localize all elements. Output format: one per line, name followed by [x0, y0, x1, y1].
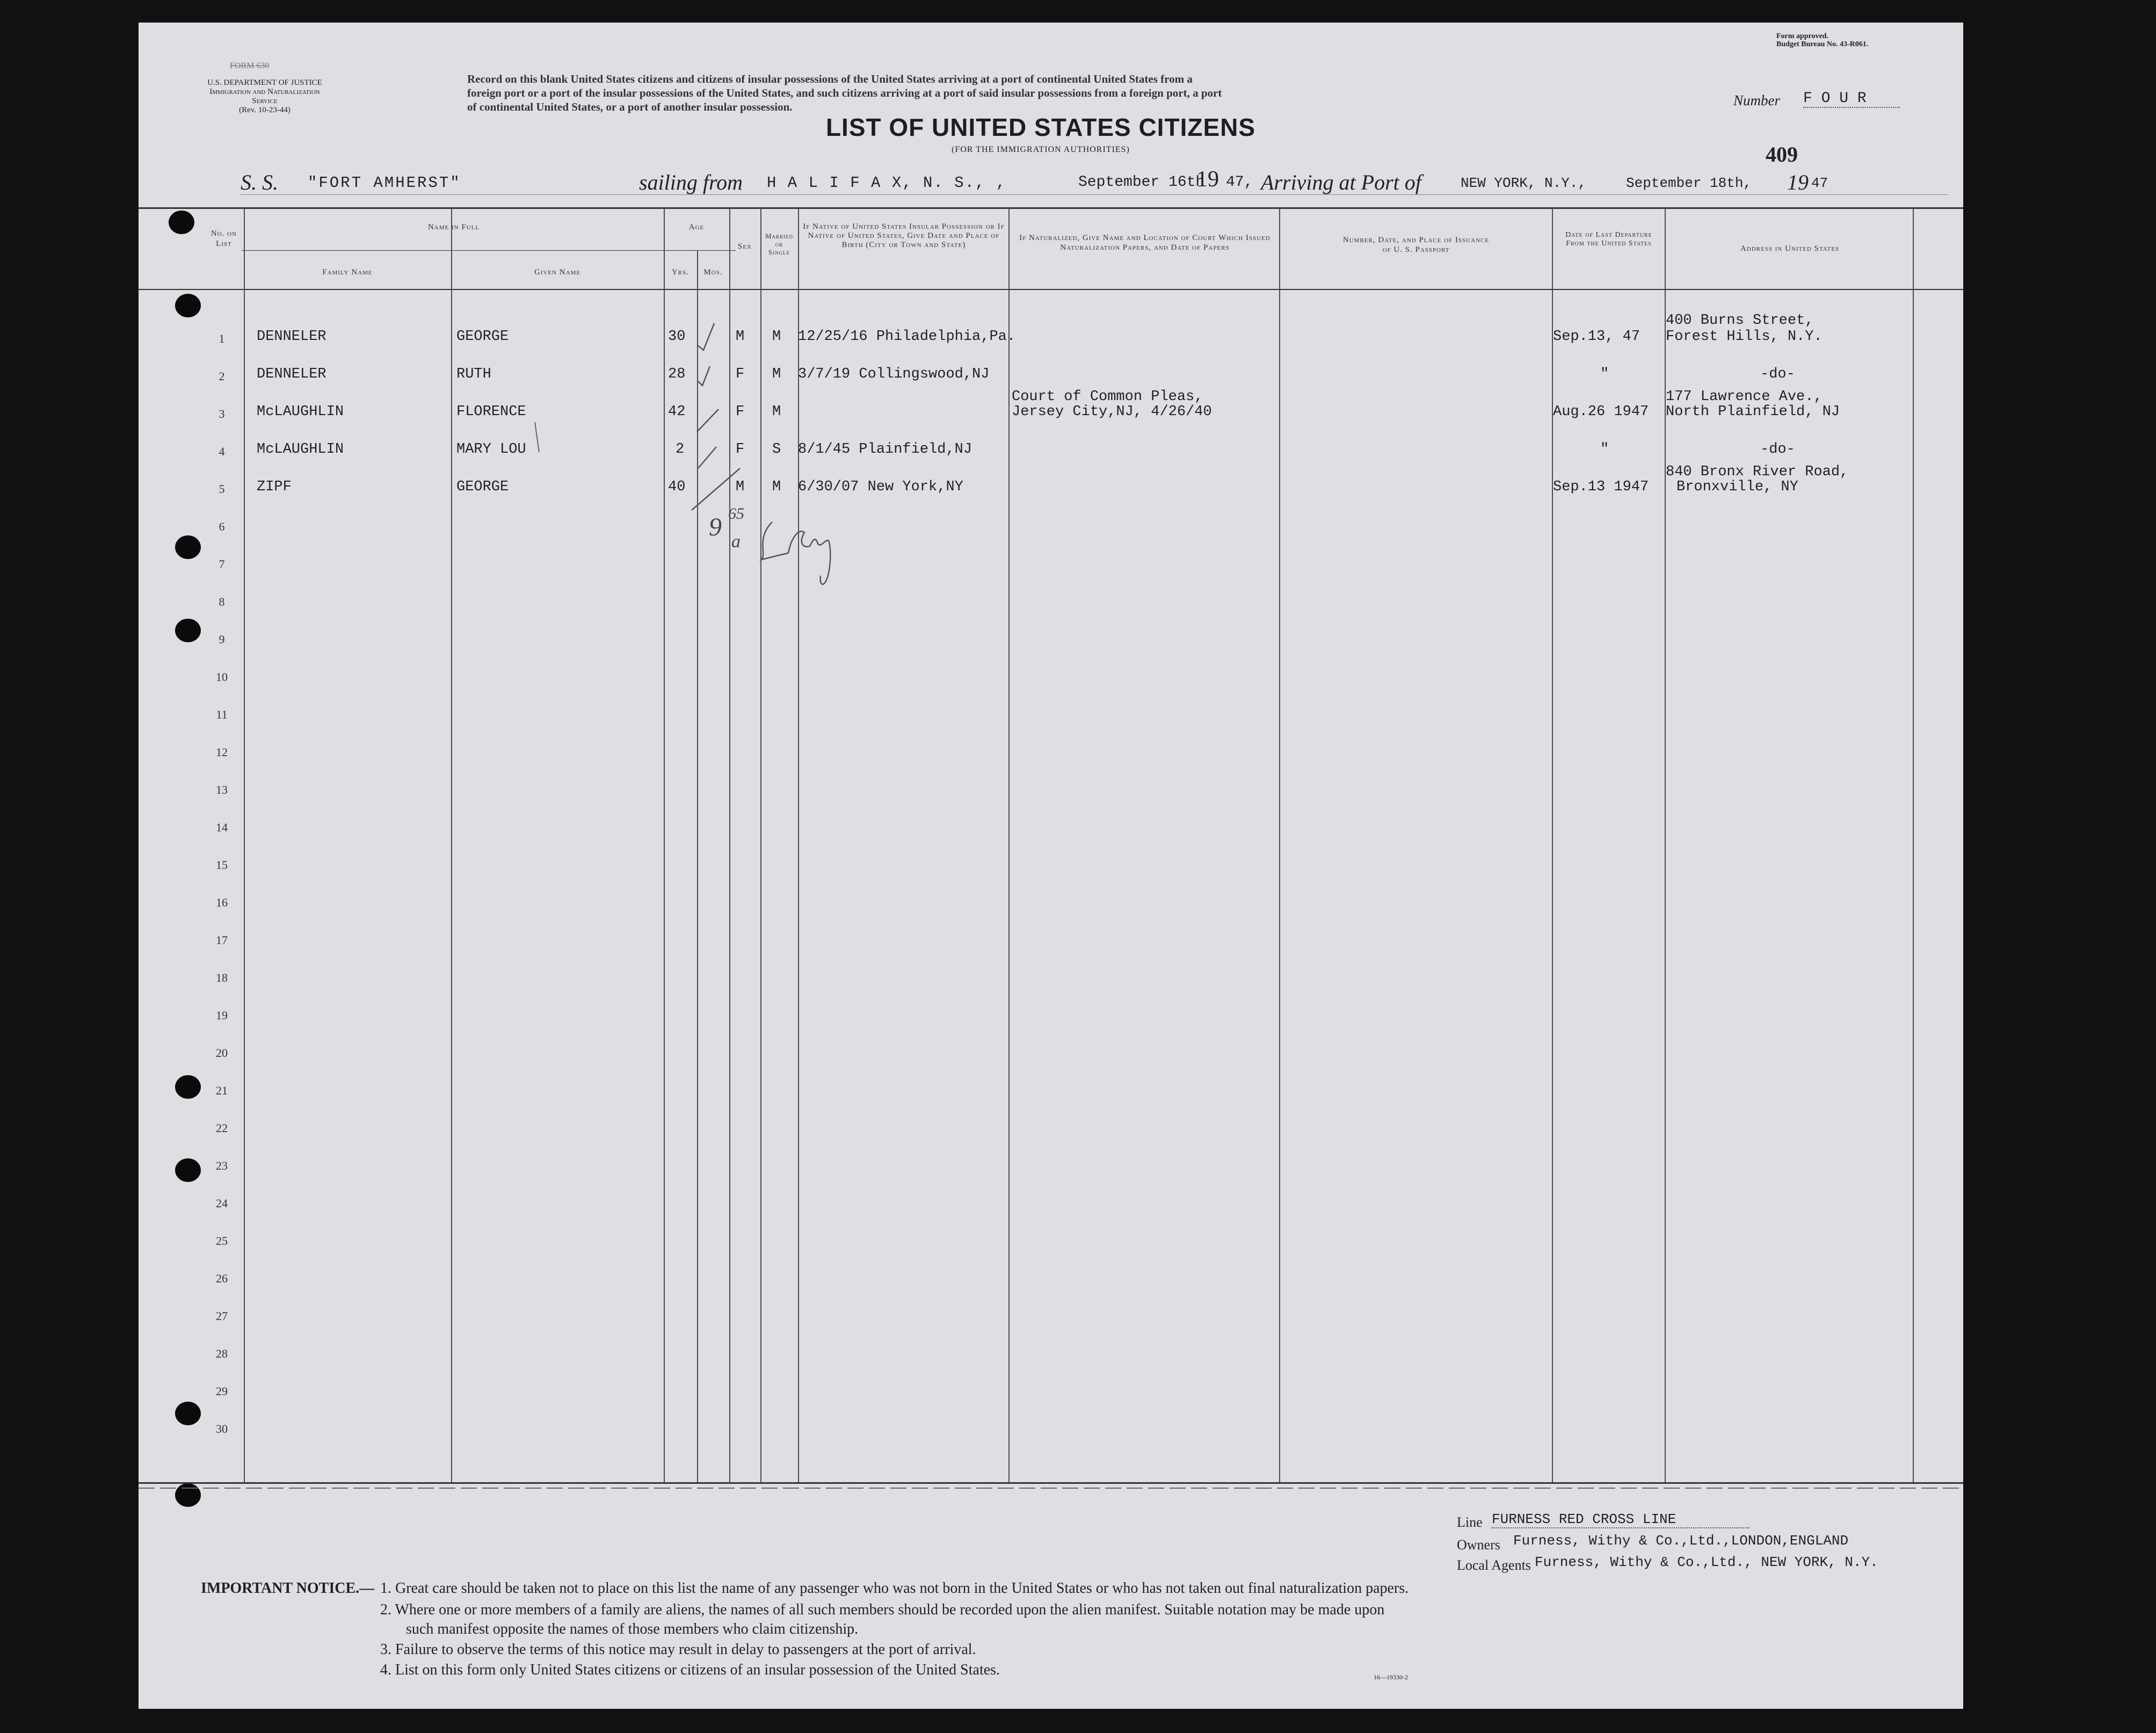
sail-year: 47,: [1226, 174, 1253, 191]
record-line: foreign port or a port of the insular possessions of the United States, and such citizens arriving at a port of said insular possessions from a foreign port, a port: [467, 86, 1222, 99]
notice-item: 1. Great care should be taken not to place on this list the name of any passenger who was not born in the United States or who has not taken out final naturalization papers.: [380, 1580, 1409, 1597]
ship-name: "FORT AMHERST": [308, 174, 461, 192]
given-name-cell: FLORENCE: [456, 404, 526, 420]
check-marks-icon: [686, 313, 772, 527]
row-number: 23: [216, 1159, 228, 1172]
sex-cell: F: [736, 366, 745, 382]
row-number: 7: [219, 557, 225, 571]
header-last-departure: Date of Last Departure From the United States: [1565, 231, 1652, 248]
row-number: 22: [216, 1121, 228, 1135]
birth-cell: 6/30/07 New York,NY: [798, 479, 963, 495]
record-line: Record on this blank United States citizens and citizens of insular possessions of the United States arriving at a port of continental United States from a: [467, 72, 1193, 85]
annotation-fraction-top: 65: [728, 505, 744, 523]
naturalization-cell: Jersey City,NJ, 4/26/40: [1012, 404, 1212, 420]
punch-hole: [169, 211, 194, 234]
arrival-date: September 18th,: [1626, 175, 1752, 191]
owners-value: Furness, Withy & Co.,Ltd.,LONDON,ENGLAND: [1513, 1533, 1849, 1549]
given-name-cell: RUTH: [456, 366, 491, 382]
notice-item: 4. List on this form only United States citizens or citizens of an insular possession of the United States.: [380, 1662, 1000, 1678]
column-divider: [798, 208, 799, 1482]
address-cell: Bronxville, NY: [1676, 479, 1798, 495]
departure-cell: Aug.26 1947: [1553, 404, 1649, 420]
row-number: 3: [219, 407, 225, 420]
header-married-or-single: Married or Single: [765, 232, 794, 256]
departure-cell: Sep.13, 47: [1553, 329, 1640, 345]
owners-label: Owners: [1457, 1537, 1500, 1553]
header-given-name: Given Name: [534, 268, 581, 277]
punch-hole: [175, 619, 201, 642]
sex-cell: F: [736, 404, 745, 420]
table-top-rule: [139, 207, 1963, 209]
department-block: [198, 78, 332, 115]
marital-cell: S: [772, 441, 781, 458]
row-number: 28: [216, 1347, 228, 1360]
name-subheader-rule: [242, 250, 676, 251]
row-number: 17: [216, 933, 228, 947]
row-number: 25: [216, 1234, 228, 1248]
column-divider: [1552, 208, 1553, 1482]
row-number: 19: [216, 1009, 228, 1022]
signature-icon: [751, 517, 847, 597]
ss-label: S. S.: [241, 170, 278, 194]
age-cell: 42: [668, 404, 686, 420]
column-divider: [244, 208, 245, 1482]
row-number: 2: [219, 369, 225, 383]
row-number: 4: [219, 445, 225, 458]
department-line: Immigration and Naturalization Service: [209, 88, 320, 105]
age-cell: 2: [676, 441, 685, 458]
punch-hole: [175, 294, 201, 317]
row-number: 13: [216, 783, 228, 796]
age-cell: 28: [668, 366, 686, 382]
row-number: 8: [219, 595, 225, 608]
department-line: U.S. DEPARTMENT OF JUSTICE: [207, 78, 322, 87]
header-age: Age: [688, 223, 705, 231]
address-cell: North Plainfield, NJ: [1666, 404, 1840, 420]
notice-heading: IMPORTANT NOTICE.—: [201, 1580, 375, 1597]
column-divider: [1008, 208, 1010, 1482]
column-divider: [1913, 208, 1914, 1482]
birth-cell: 3/7/19 Collingswood,NJ: [798, 366, 990, 382]
birth-cell: 12/25/16 Philadelphia,Pa.: [798, 329, 1016, 345]
punch-hole: [175, 1158, 201, 1182]
row-number: 6: [219, 520, 225, 533]
birth-cell: 8/1/45 Plainfield,NJ: [798, 441, 972, 458]
record-line: of continental United States, or a port of another insular possession.: [467, 100, 793, 113]
row-number: 30: [216, 1422, 228, 1435]
row-number: 21: [216, 1084, 228, 1097]
given-name-cell: MARY LOU: [456, 441, 526, 458]
header-no-on-list: No. on List: [210, 229, 237, 248]
row-number: 16: [216, 896, 228, 909]
header-address: Address in United States: [1740, 244, 1840, 253]
address-cell: Forest Hills, N.Y.: [1666, 329, 1823, 345]
address-cell: 400 Burns Street,: [1666, 313, 1814, 329]
row-number: 5: [219, 482, 225, 496]
column-divider: [664, 208, 665, 1482]
row-number: 10: [216, 670, 228, 684]
marital-cell: M: [772, 366, 781, 382]
sex-cell: M: [736, 329, 745, 345]
column-divider: [1279, 208, 1280, 1482]
departure-cell: ": [1600, 441, 1609, 458]
line-label: Line: [1457, 1514, 1483, 1530]
sheet-number: 409: [1766, 142, 1798, 166]
form-stamp: FORM 630: [230, 61, 270, 70]
punch-hole: [175, 1075, 201, 1099]
punch-hole: [175, 1402, 201, 1425]
row-number: 11: [216, 708, 228, 721]
address-cell: 177 Lawrence Ave.,: [1666, 389, 1823, 405]
header-naturalized: If Naturalized, Give Name and Location of Court Which Issued Naturalization Papers, and Date of Papers: [1019, 234, 1271, 252]
sex-cell: M: [736, 479, 745, 495]
voyage-underline: [241, 194, 1948, 195]
header-passport: Number, Date, and Place of Issuance of U. S. Passport: [1342, 236, 1490, 254]
family-name-cell: DENNELER: [257, 366, 326, 382]
age-cell: 30: [668, 329, 686, 345]
arrival-year-prefix: 19: [1787, 170, 1809, 194]
table-header-rule: [139, 289, 1963, 290]
column-divider: [451, 208, 452, 1482]
marital-cell: M: [772, 404, 781, 420]
department-line: (Rev. 10-23-44): [239, 106, 291, 114]
sail-date-correction: 19: [1196, 167, 1219, 192]
notice-item: such manifest opposite the names of those members who claim citizenship.: [406, 1621, 859, 1637]
header-age-mos: Mos.: [703, 268, 723, 277]
header-age-yrs: Yrs.: [671, 268, 689, 277]
family-name-cell: McLAUGHLIN: [257, 441, 344, 458]
arrival-year-suffix: 47: [1811, 175, 1828, 191]
sail-date: September 16th: [1078, 174, 1205, 191]
family-name-cell: ZIPF: [257, 479, 292, 495]
departure-cell: Sep.13 1947: [1553, 479, 1649, 495]
line-value: FURNESS RED CROSS LINE: [1492, 1511, 1750, 1528]
pencil-tick-icon: [531, 420, 547, 458]
address-cell: 840 Bronx River Road,: [1666, 464, 1849, 480]
notice-item: 3. Failure to observe the terms of this notice may result in delay to passengers at the port of arrival.: [380, 1641, 976, 1658]
header-family-name: Family Name: [322, 268, 373, 277]
page-title: LIST OF UNITED STATES CITIZENS: [825, 113, 1256, 141]
table-bottom-rule: [139, 1482, 1963, 1484]
sex-cell: F: [736, 441, 745, 458]
row-number: 27: [216, 1309, 228, 1323]
agents-value: Furness, Withy & Co.,Ltd., NEW YORK, N.Y.: [1535, 1554, 1878, 1570]
sailing-from-label: sailing from: [639, 170, 743, 194]
row-number: 9: [219, 633, 225, 646]
row-number: 15: [216, 858, 228, 872]
address-cell: -do-: [1760, 441, 1795, 458]
header-sex: Sex: [737, 242, 752, 251]
annotation-fraction-left: 9: [709, 513, 722, 541]
row-number: 26: [216, 1272, 228, 1285]
header-name-in-full: Name in Full: [427, 223, 480, 231]
header-native-birth: If Native of United States Insular Possession or If Native of United States, Give Date and Place of Birth (City or Town and State): [803, 222, 1005, 249]
agents-label: Local Agents: [1457, 1557, 1531, 1573]
manifest-page: [139, 23, 1963, 1709]
departure-cell: ": [1600, 366, 1609, 382]
annotation-fraction-bottom: a: [731, 532, 741, 552]
row-number: 24: [216, 1197, 228, 1210]
family-name-cell: McLAUGHLIN: [257, 404, 344, 420]
record-instructions: [467, 72, 1222, 114]
page-subtitle: (FOR THE IMMIGRATION AUTHORITIES): [952, 145, 1130, 154]
punch-hole: [175, 1483, 201, 1507]
given-name-cell: GEORGE: [456, 479, 509, 495]
row-number: 20: [216, 1046, 228, 1060]
marital-cell: M: [772, 329, 781, 345]
given-name-cell: GEORGE: [456, 329, 509, 345]
number-value: F O U R: [1803, 90, 1900, 108]
row-number: 29: [216, 1384, 228, 1398]
table-bottom-dashes: [139, 1488, 1963, 1489]
address-cell: -do-: [1760, 366, 1795, 382]
age-subheader-rule: [676, 250, 736, 251]
form-approved-line: Form approved.: [1776, 32, 1828, 40]
row-number: 18: [216, 971, 228, 984]
row-number: 12: [216, 745, 228, 759]
form-approved: [1776, 32, 1868, 48]
arrival-port: NEW YORK, N.Y.,: [1461, 175, 1587, 191]
notice-item: 2. Where one or more members of a family are aliens, the names of all such members should be recorded upon the alien manifest. Suitable notation may be made upon: [380, 1601, 1385, 1618]
marital-cell: M: [772, 479, 781, 495]
punch-hole: [175, 535, 201, 559]
row-number: 14: [216, 821, 228, 834]
family-name-cell: DENNELER: [257, 329, 326, 345]
print-code: 16—19330-2: [1374, 1673, 1408, 1681]
age-cell: 40: [668, 479, 686, 495]
number-label: Number: [1733, 92, 1780, 108]
arriving-label: Arriving at Port of: [1261, 170, 1421, 194]
naturalization-cell: Court of Common Pleas,: [1012, 389, 1203, 405]
sailing-from-port: H A L I F A X, N. S., ,: [767, 174, 1007, 192]
row-number: 1: [219, 332, 225, 345]
form-approved-line: Budget Bureau No. 43-R061.: [1776, 40, 1869, 48]
